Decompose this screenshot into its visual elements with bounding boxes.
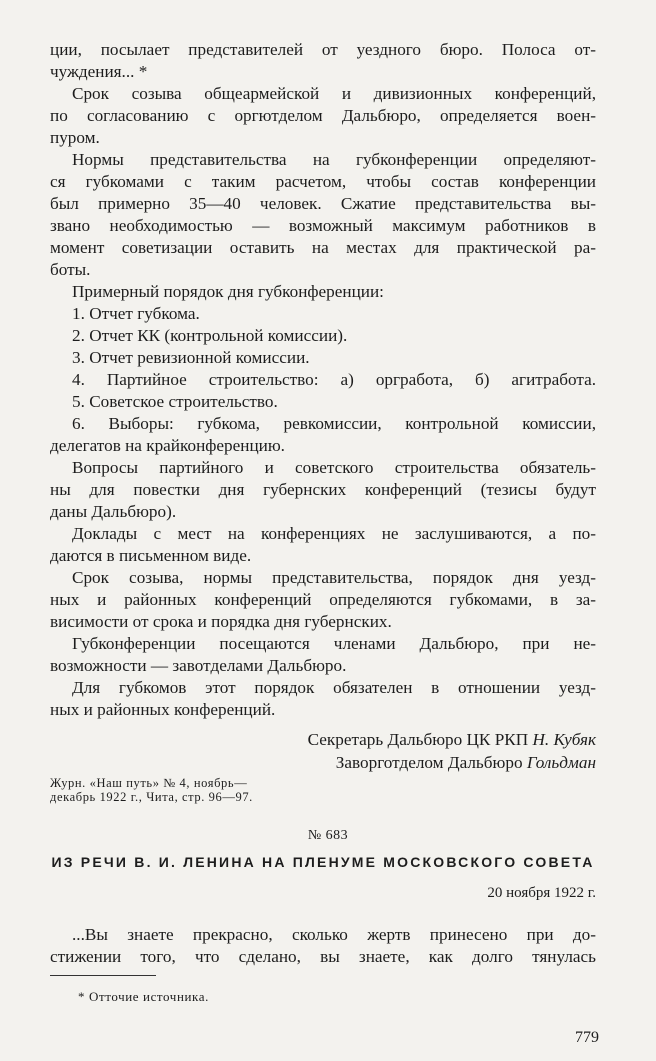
text-line: ных и районных конференций. <box>50 700 276 719</box>
speech-line: стижении того, что сделано, вы знаете, как долго тянулась <box>50 947 596 966</box>
document-title: ИЗ РЕЧИ В. И. ЛЕНИНА НА ПЛЕНУМЕ МОСКОВСКОГО СОВЕТА <box>51 854 595 870</box>
text-line: Доклады с мест на конференциях не заслушиваются, а по- <box>72 524 596 543</box>
footnote-rule <box>50 975 156 976</box>
source-citation: декабрь 1922 г., Чита, стр. 96—97. <box>50 790 253 804</box>
text-line: звано необходимостью — возможный максимум работников в <box>50 216 596 235</box>
list-item: 3. Отчет ревизионной комиссии. <box>72 348 310 367</box>
signature-line-2 <box>336 753 596 773</box>
text-line: ся губкомами с таким расчетом, чтобы состав конференции <box>50 172 596 191</box>
text-line: Срок созыва, нормы представительства, порядок дня уезд- <box>72 568 596 587</box>
text-line: момент советизации оставить на местах для практической ра- <box>50 238 596 257</box>
text-line: Срок созыва общеармейской и дивизионных конференций, <box>72 84 596 103</box>
signature-role: Секретарь Дальбюро ЦК РКП <box>307 730 529 749</box>
signature-role: Заворготделом Дальбюро <box>335 753 523 772</box>
text-line: возможности — завотделами Дальбюро. <box>50 656 347 675</box>
text-line: ны для повестки дня губернских конференций (тезисы будут <box>50 480 596 499</box>
text-line: Нормы представительства на губконференции определяют- <box>72 150 596 169</box>
list-item: 6. Выборы: губкома, ревкомиссии, контрольной комиссии, <box>72 414 596 433</box>
text-line: ных и районных конференций определяются губкомами, в за- <box>50 590 596 609</box>
text-line: был примерно 35—40 человек. Сжатие представительства вы- <box>50 194 596 213</box>
text-line: боты. <box>50 260 91 279</box>
speech-line: ...Вы знаете прекрасно, сколько жертв принесено при до- <box>72 925 596 944</box>
list-item: 5. Советское строительство. <box>72 392 278 411</box>
signature-name: Гольдман <box>526 753 596 772</box>
signature-line-1 <box>308 730 596 750</box>
text-line: даются в письменном виде. <box>50 546 252 565</box>
text-line: пуром. <box>50 128 100 147</box>
text-line: Вопросы партийного и советского строительства обязатель- <box>72 458 596 477</box>
document-number: № 683 <box>307 828 349 843</box>
text-line: даны Дальбюро). <box>50 502 177 521</box>
text-line: ции, посылает представителей от уездного бюро. Полоса от- <box>50 40 596 59</box>
text-line: Примерный порядок дня губконференции: <box>72 282 384 301</box>
text-line: Для губкомов этот порядок обязателен в отношении уезд- <box>72 678 596 697</box>
signature-name: Н. Кубяк <box>532 730 596 749</box>
page-number: 779 <box>575 1029 599 1046</box>
footnote: * Отточие источника. <box>78 989 209 1004</box>
text-line: Губконференции посещаются членами Дальбюро, при не- <box>72 634 596 653</box>
list-item: 1. Отчет губкома. <box>72 304 200 323</box>
list-item: 4. Партийное строительство: а) оргработа, б) агитработа. <box>72 370 596 389</box>
document-date: 20 ноября 1922 г. <box>487 885 596 901</box>
text-line: делегатов на крайконференцию. <box>50 436 285 455</box>
text-line: чуждения... * <box>50 62 148 81</box>
text-line: по согласованию с оргютделом Дальбюро, определяется воен- <box>50 106 596 125</box>
list-item: 2. Отчет КК (контрольной комиссии). <box>72 326 348 345</box>
source-citation: Журн. «Наш путь» № 4, ноябрь— <box>50 776 248 790</box>
text-line: висимости от срока и порядка дня губернских. <box>50 612 392 631</box>
